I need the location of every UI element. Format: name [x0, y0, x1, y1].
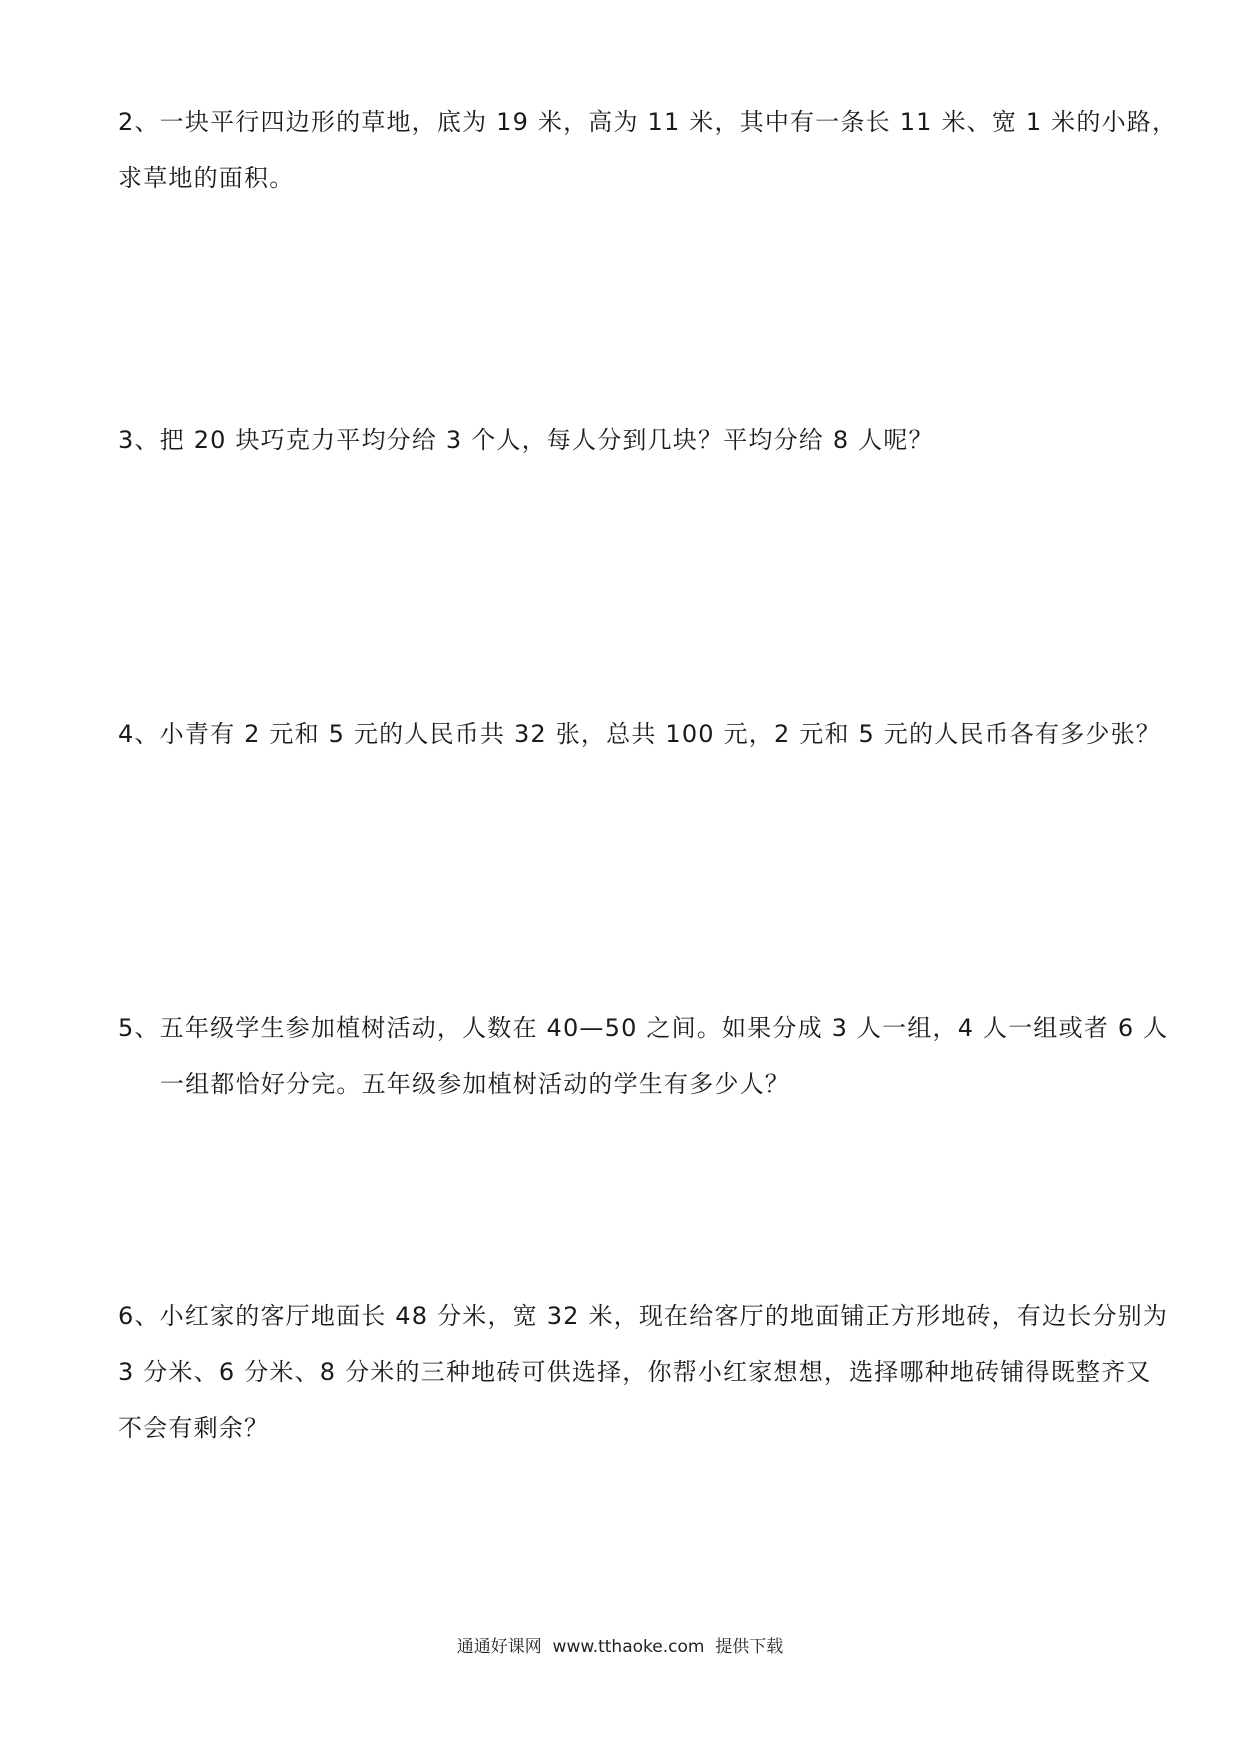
- problem-2-line-1: 2、一块平行四边形的草地，底为 19 米，高为 11 米，其中有一条长 11 米、宽 1 米的小路，: [118, 108, 1178, 136]
- page-footer: 通通好课网 www.tthaoke.com 提供下载: [456, 1637, 784, 1657]
- problem-6: [118, 1288, 1169, 1456]
- problem-5-line-1: 5、五年级学生参加植树活动，人数在 40—50 之间。如果分成 3 人一组，4 人一组或者 6 人: [118, 1014, 1169, 1042]
- problem-6-line-3: 不会有剩余？: [118, 1414, 270, 1442]
- problem-2-line-2: 求草地的面积。: [118, 164, 295, 192]
- problem-4: [118, 706, 1162, 762]
- problem-4-line-1: 4、小青有 2 元和 5 元的人民币共 32 张，总共 100 元，2 元和 5 元的人民币各有多少张？: [118, 720, 1162, 748]
- problem-6-line-1: 6、小红家的客厅地面长 48 分米，宽 32 米，现在给客厅的地面铺正方形地砖，有边长分别为: [118, 1302, 1169, 1330]
- problem-3-line-1: 3、把 20 块巧克力平均分给 3 个人，每人分到几块？平均分给 8 人呢？: [118, 426, 934, 454]
- problem-5: [118, 1000, 1169, 1112]
- problem-5-line-2: 一组都恰好分完。五年级参加植树活动的学生有多少人？: [160, 1070, 790, 1098]
- problem-6-line-2: 3 分米、6 分米、8 分米的三种地砖可供选择，你帮小红家想想，选择哪种地砖铺得既整齐又: [118, 1358, 1152, 1386]
- problem-3: [118, 412, 1128, 468]
- problem-2: [118, 94, 1178, 206]
